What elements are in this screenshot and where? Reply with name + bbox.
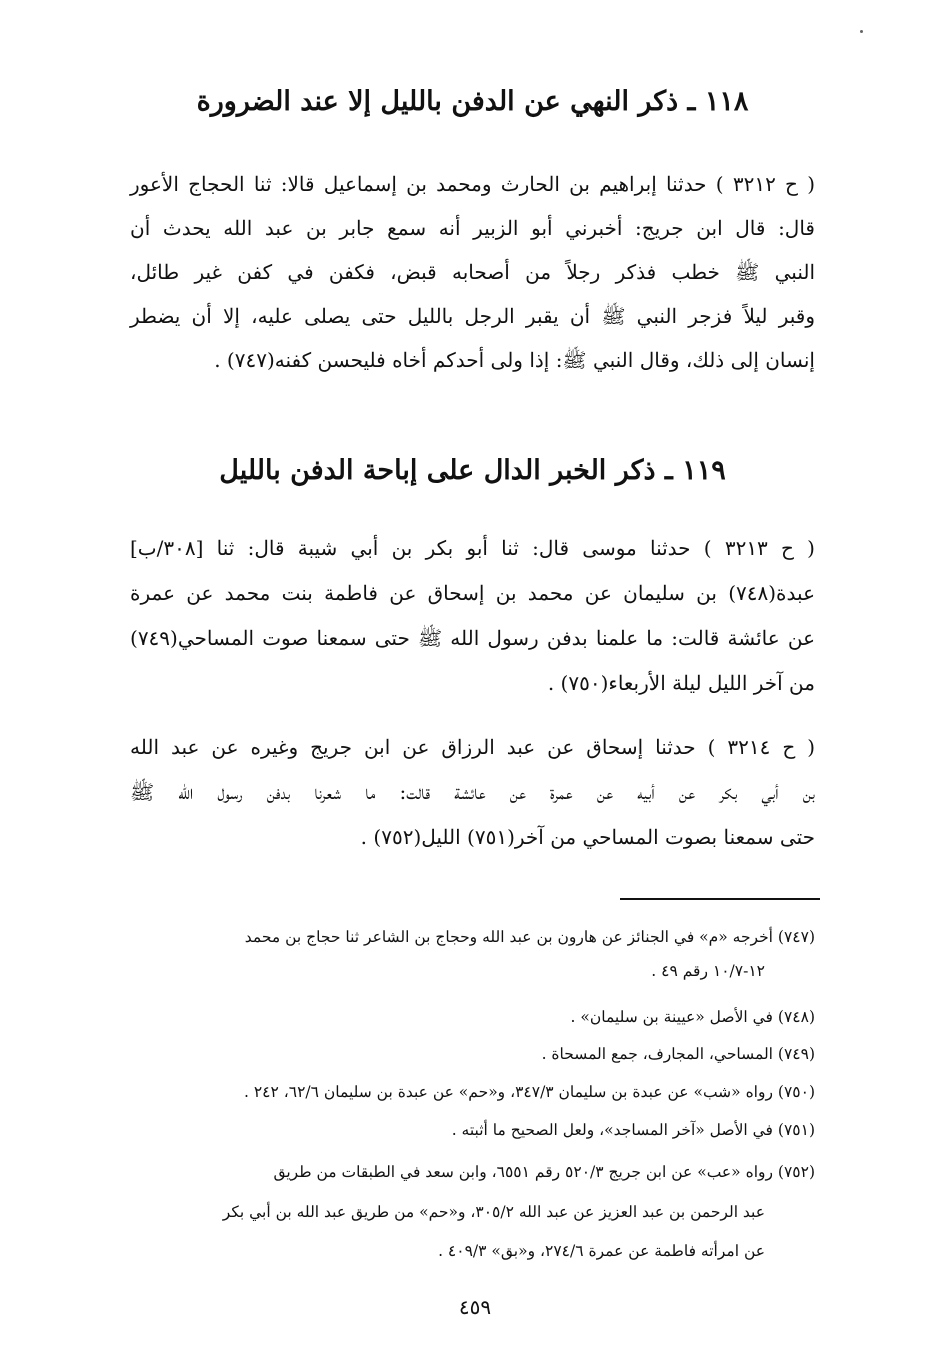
hadith-3213-line-2: عبدة(٧٤٨) بن سليمان عن محمد بن إسحاق عن فاطمة بنت محمد عن عمرة: [130, 581, 815, 605]
footnote-749: (٧٤٩) المساحي، المجارف، جمع المسحاة .: [541, 1045, 815, 1063]
hadith-3214-line-1: ( ح ٣٢١٤ ) حدثنا إسحاق عن عبد الرزاق عن ابن جريج وغيره عن عبد الله: [130, 735, 815, 759]
hadith-3214-line-2: بن أبي بكر عن أبيه عن عمرة عن عائشة قالت: ما شعرنا بدفن رسول الله ﷺ: [130, 780, 815, 804]
hadith-3212-line-5: إنسان إلى ذلك، وقال النبي ﷺ: إذا ولى أحدكم أخاه فليحسن كفنه(٧٤٧) .: [214, 348, 815, 372]
hadith-3213-line-4: من آخر الليل ليلة الأربعاء(٧٥٠) .: [547, 671, 815, 695]
footnote-752-line-3: عن امرأته فاطمة عن عمرة ٢٧٤/٦، و«بق» ٤٠٩/٣ .: [438, 1242, 765, 1260]
footnote-752-line-2: عبد الرحمن بن عبد العزيز عن عبد الله ٣٠٥/٢، و«حم» من طريق عبد الله بن أبي بكر: [222, 1203, 765, 1221]
footnote-747-line-1: (٧٤٧) أخرجه «م» في الجنائز عن هارون بن عبد الله وحجاج بن الشاعر ثنا حجاج بن محمد: [244, 928, 815, 946]
hadith-3212-line-3: النبي ﷺ خطب فذكر رجلاً من أصحابه قبض، فكفن في كفن غير طائل،: [130, 260, 815, 284]
hadith-3214-line-3: حتى سمعنا بصوت المساحي من آخر(٧٥١) الليل(٧٥٢) .: [360, 825, 815, 849]
footnote-separator: [620, 898, 820, 900]
section-heading-119: ١١٩ ـ ذكر الخبر الدال على إباحة الدفن بالليل: [219, 455, 726, 486]
hadith-3213-line-1: ( ح ٣٢١٣ ) حدثنا موسى قال: ثنا أبو بكر بن أبي شيبة قال: ثنا [٣٠٨/ب]: [130, 536, 815, 560]
section-heading-118: ١١٨ ـ ذكر النهي عن الدفن بالليل إلا عند الضرورة: [196, 86, 749, 117]
footnote-750: (٧٥٠) رواه «شب» عن عبدة بن سليمان ٣٤٧/٣، و«حم» عن عبدة بن سليمان ٦٢/٦، ٢٤٢ .: [243, 1083, 815, 1101]
footnote-752-line-1: (٧٥٢) رواه «عب» عن ابن جريج ٥٢٠/٣ رقم ٦٥٥١، وابن سعد في الطبقات من طريق: [273, 1163, 815, 1181]
footnote-747-line-2: ١٢-١٠/٧ رقم ٤٩ .: [651, 962, 765, 980]
hadith-3212-line-4: وقبر ليلاً فزجر النبي ﷺ أن يقبر الرجل بالليل حتى يصلى عليه، إلا أن يضطر: [130, 304, 815, 328]
hadith-3212-line-1: ( ح ٣٢١٢ ) حدثنا إبراهيم بن الحارث ومحمد بن إسماعيل قالا: ثنا الحجاج الأعور: [130, 172, 816, 196]
footnote-748: (٧٤٨) في الأصل «عيينة بن سليمان» .: [570, 1008, 815, 1026]
footnote-751: (٧٥١) في الأصل «آخر المساجد»، ولعل الصحيح ما أثبته .: [451, 1121, 815, 1139]
hadith-3212-line-2: قال: قال ابن جريج: أخبرني أبو الزبير أنه سمع جابر بن عبد الله يحدث أن: [130, 216, 815, 240]
scan-speck: [860, 30, 863, 33]
hadith-3213-line-3: عن عائشة قالت: ما علمنا بدفن رسول الله ﷺ حتى سمعنا صوت المساحي(٧٤٩): [130, 626, 815, 650]
page-number: ٤٥٩: [458, 1295, 492, 1319]
